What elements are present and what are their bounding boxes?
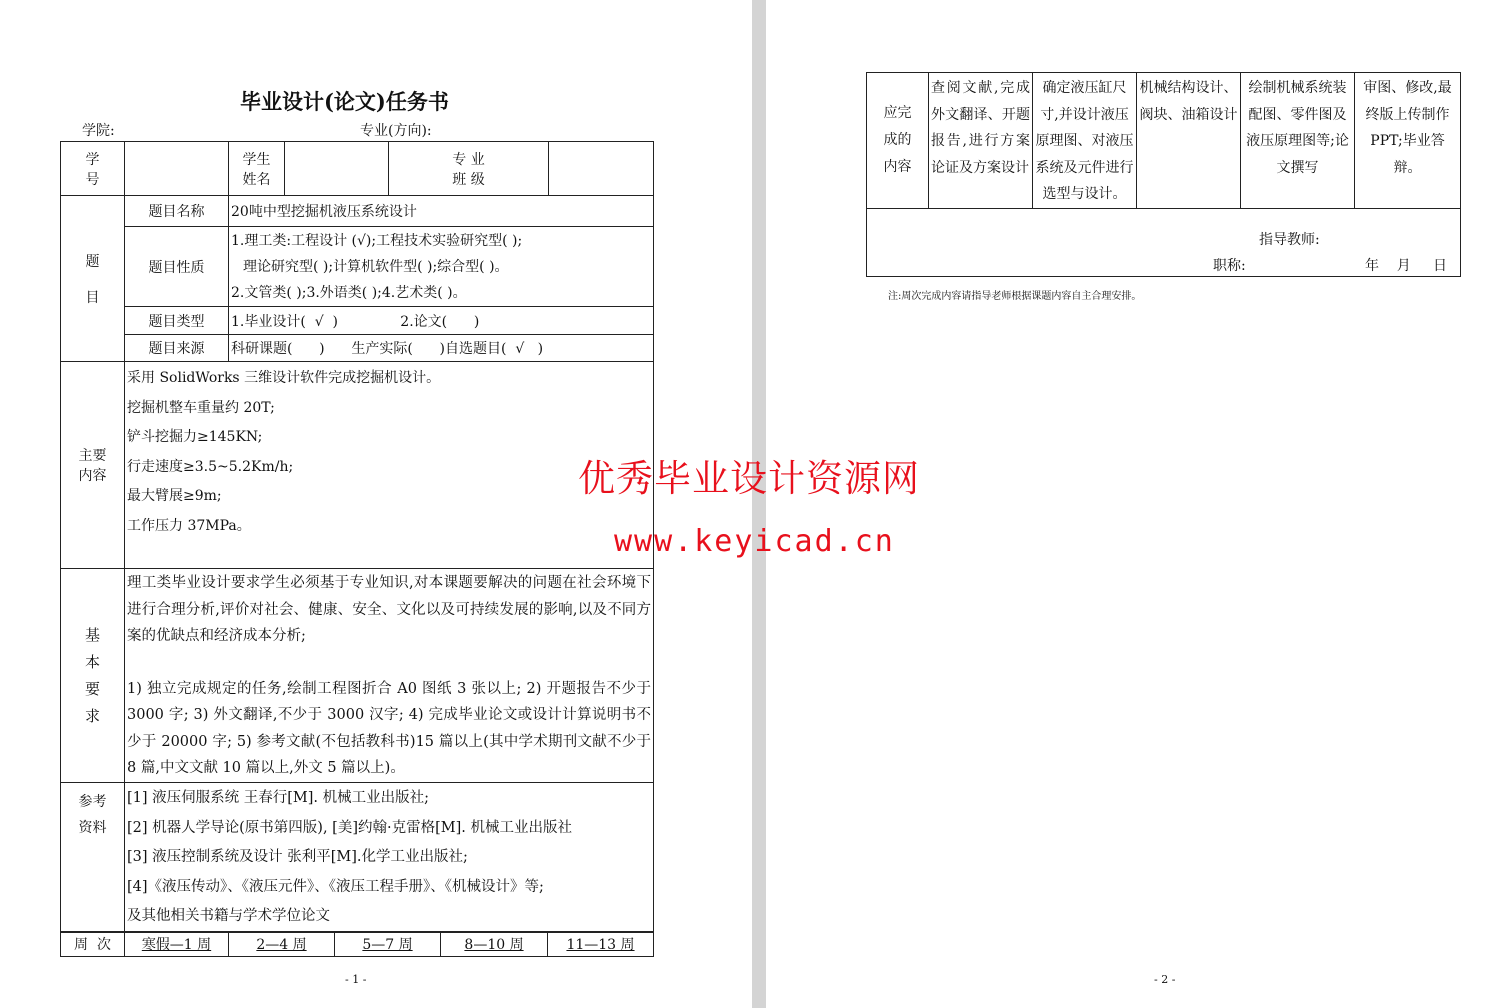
week-item: 5—7 周 (335, 932, 441, 957)
references-label: 参考 资料 (61, 783, 125, 933)
nature-line-3: 2.文管类( );3.外语类( );4.艺术类( )。 (231, 284, 467, 301)
basic-req-label: 基 本 要 求 (61, 569, 125, 783)
student-id-label: 学 号 (61, 142, 125, 196)
schedule-cell: 查阅文献,完成外文翻译、开题报告,进行方案论证及方案设计 (929, 73, 1033, 209)
watermark-url[interactable]: www.keyicad.cn (614, 524, 895, 559)
page-1 (0, 0, 752, 1008)
main-content-label: 主要 内容 (61, 362, 125, 569)
major-class-label: 专 业 班 级 (389, 142, 549, 196)
schedule-note: 注:周次完成内容请指导老师根据课题内容自主合理安排。 (888, 291, 1142, 302)
content-line: 行走速度≥3.5~5.2Km/h; (127, 458, 294, 475)
schedule-cell: 审图、修改,最终版上传制作 PPT;毕业答辩。 (1355, 73, 1461, 209)
topic-source-row (61, 335, 654, 362)
schedule-cell: 机械结构设计、阀块、油箱设计 (1137, 73, 1241, 209)
reference-item: [2] 机器人学导论(原书第四版), [美]约翰·克雷格[M]. 机械工业出版社 (127, 819, 572, 836)
req-paragraph-2: 1) 独立完成规定的任务,绘制工程图折合 A0 图纸 3 张以上; 2) 开题报告不少于 3000 字; 3) 外文翻译,不少于 3000 汉字; 4) 完成毕业论文或设计计算说明书不少于 20000 字; 5) 参考文献(不包括教科书)15 篇以上(其中学术期刊文献不少于 8 篇,中文文献 10 篇以上,外文 5 篇以上)。 (127, 680, 651, 776)
signature-row (867, 209, 1461, 277)
student-row (61, 142, 654, 196)
references-value (125, 783, 654, 933)
schedule-cell: 绘制机械系统装配图、零件图及液压原理图等;论文撰写 (1241, 73, 1355, 209)
references-row (61, 783, 654, 933)
page-2 (766, 0, 1510, 1008)
topic-nature-row (61, 227, 654, 307)
college-label: 学院: (82, 123, 115, 139)
advisor-title-label: 职称: (1213, 258, 1246, 274)
topic-name-row (61, 196, 654, 227)
topic-nature-value (229, 227, 654, 307)
nature-line-1: 1.理工类:工程设计 (√);工程技术实验研究型( ); (231, 232, 523, 249)
student-id-cell[interactable] (125, 142, 229, 196)
task-table (60, 141, 654, 933)
content-line: 工作压力 37MPa。 (127, 517, 251, 534)
topic-type-row (61, 307, 654, 335)
topic-source-label: 题目来源 (125, 335, 229, 362)
content-line: 挖掘机整车重量约 20T; (127, 399, 275, 416)
main-content-row (61, 362, 654, 569)
week-item: 寒假—1 周 (125, 932, 229, 957)
signature-cell (867, 209, 1461, 277)
topic-name-label: 题目名称 (125, 196, 229, 227)
schedule-cell: 确定液压缸尺寸,并设计液压原理图、对液压系统及元件进行选型与设计。 (1033, 73, 1137, 209)
major-class-cell[interactable] (549, 142, 654, 196)
topic-type-value: 1.毕业设计( √ ) 2.论文( ) (229, 307, 654, 335)
schedule-table (866, 72, 1461, 277)
main-content-value (125, 362, 654, 569)
advisor-label: 指导教师: (1259, 232, 1320, 248)
weeks-row (61, 932, 654, 957)
content-line: 最大臂展≥9m; (127, 488, 222, 504)
content-line: 铲斗挖掘力≥145KN; (127, 429, 263, 445)
topic-source-value: 科研课题( ) 生产实际( )自选题目( √ ) (229, 335, 654, 362)
week-item: 2—4 周 (229, 932, 335, 957)
reference-item: [1] 液压伺服系统 王春行[M]. 机械工业出版社; (127, 790, 430, 806)
student-name-cell[interactable] (285, 142, 389, 196)
topic-name-value: 20吨中型挖掘机液压系统设计 (229, 196, 654, 227)
weeks-label: 周 次 (61, 932, 125, 957)
week-item: 8—10 周 (441, 932, 548, 957)
date-label: 年 月 日 (1365, 258, 1448, 274)
student-name-label: 学生 姓名 (229, 142, 285, 196)
topic-type-label: 题目类型 (125, 307, 229, 335)
nature-line-2: 理论研究型( );计算机软件型( );综合型( )。 (243, 258, 509, 275)
major-label: 专业(方向): (360, 123, 432, 139)
basic-req-row (61, 569, 654, 783)
topic-nature-label: 题目性质 (125, 227, 229, 307)
schedule-row (867, 73, 1461, 209)
document-title: 毕业设计(论文)任务书 (240, 89, 449, 114)
schedule-row-label: 应完 成的 内容 (867, 73, 929, 209)
page-number-2: - 2 - (1154, 973, 1176, 986)
watermark-title: 优秀毕业设计资源网 (578, 457, 920, 500)
weeks-table (60, 931, 654, 957)
content-line: 采用 SolidWorks 三维设计软件完成挖掘机设计。 (127, 370, 441, 386)
topic-section-label: 题 目 (61, 196, 125, 362)
page-number-1: - 1 - (345, 973, 367, 986)
reference-item: 及其他相关书籍与学术学位论文 (127, 908, 330, 924)
page-gutter (752, 0, 766, 1008)
basic-req-value (125, 569, 654, 783)
week-item: 11—13 周 (548, 932, 654, 957)
req-paragraph-1: 理工类毕业设计要求学生必须基于专业知识,对本课题要解决的问题在社会环境下进行合理分析,评价对社会、健康、安全、文化以及可持续发展的影响,以及不同方案的优缺点和经济成本分析; (127, 575, 651, 644)
reference-item: [4]《液压传动》、《液压元件》、《液压工程手册》、《机械设计》等; (127, 878, 544, 895)
reference-item: [3] 液压控制系统及设计 张利平[M].化学工业出版社; (127, 849, 468, 865)
